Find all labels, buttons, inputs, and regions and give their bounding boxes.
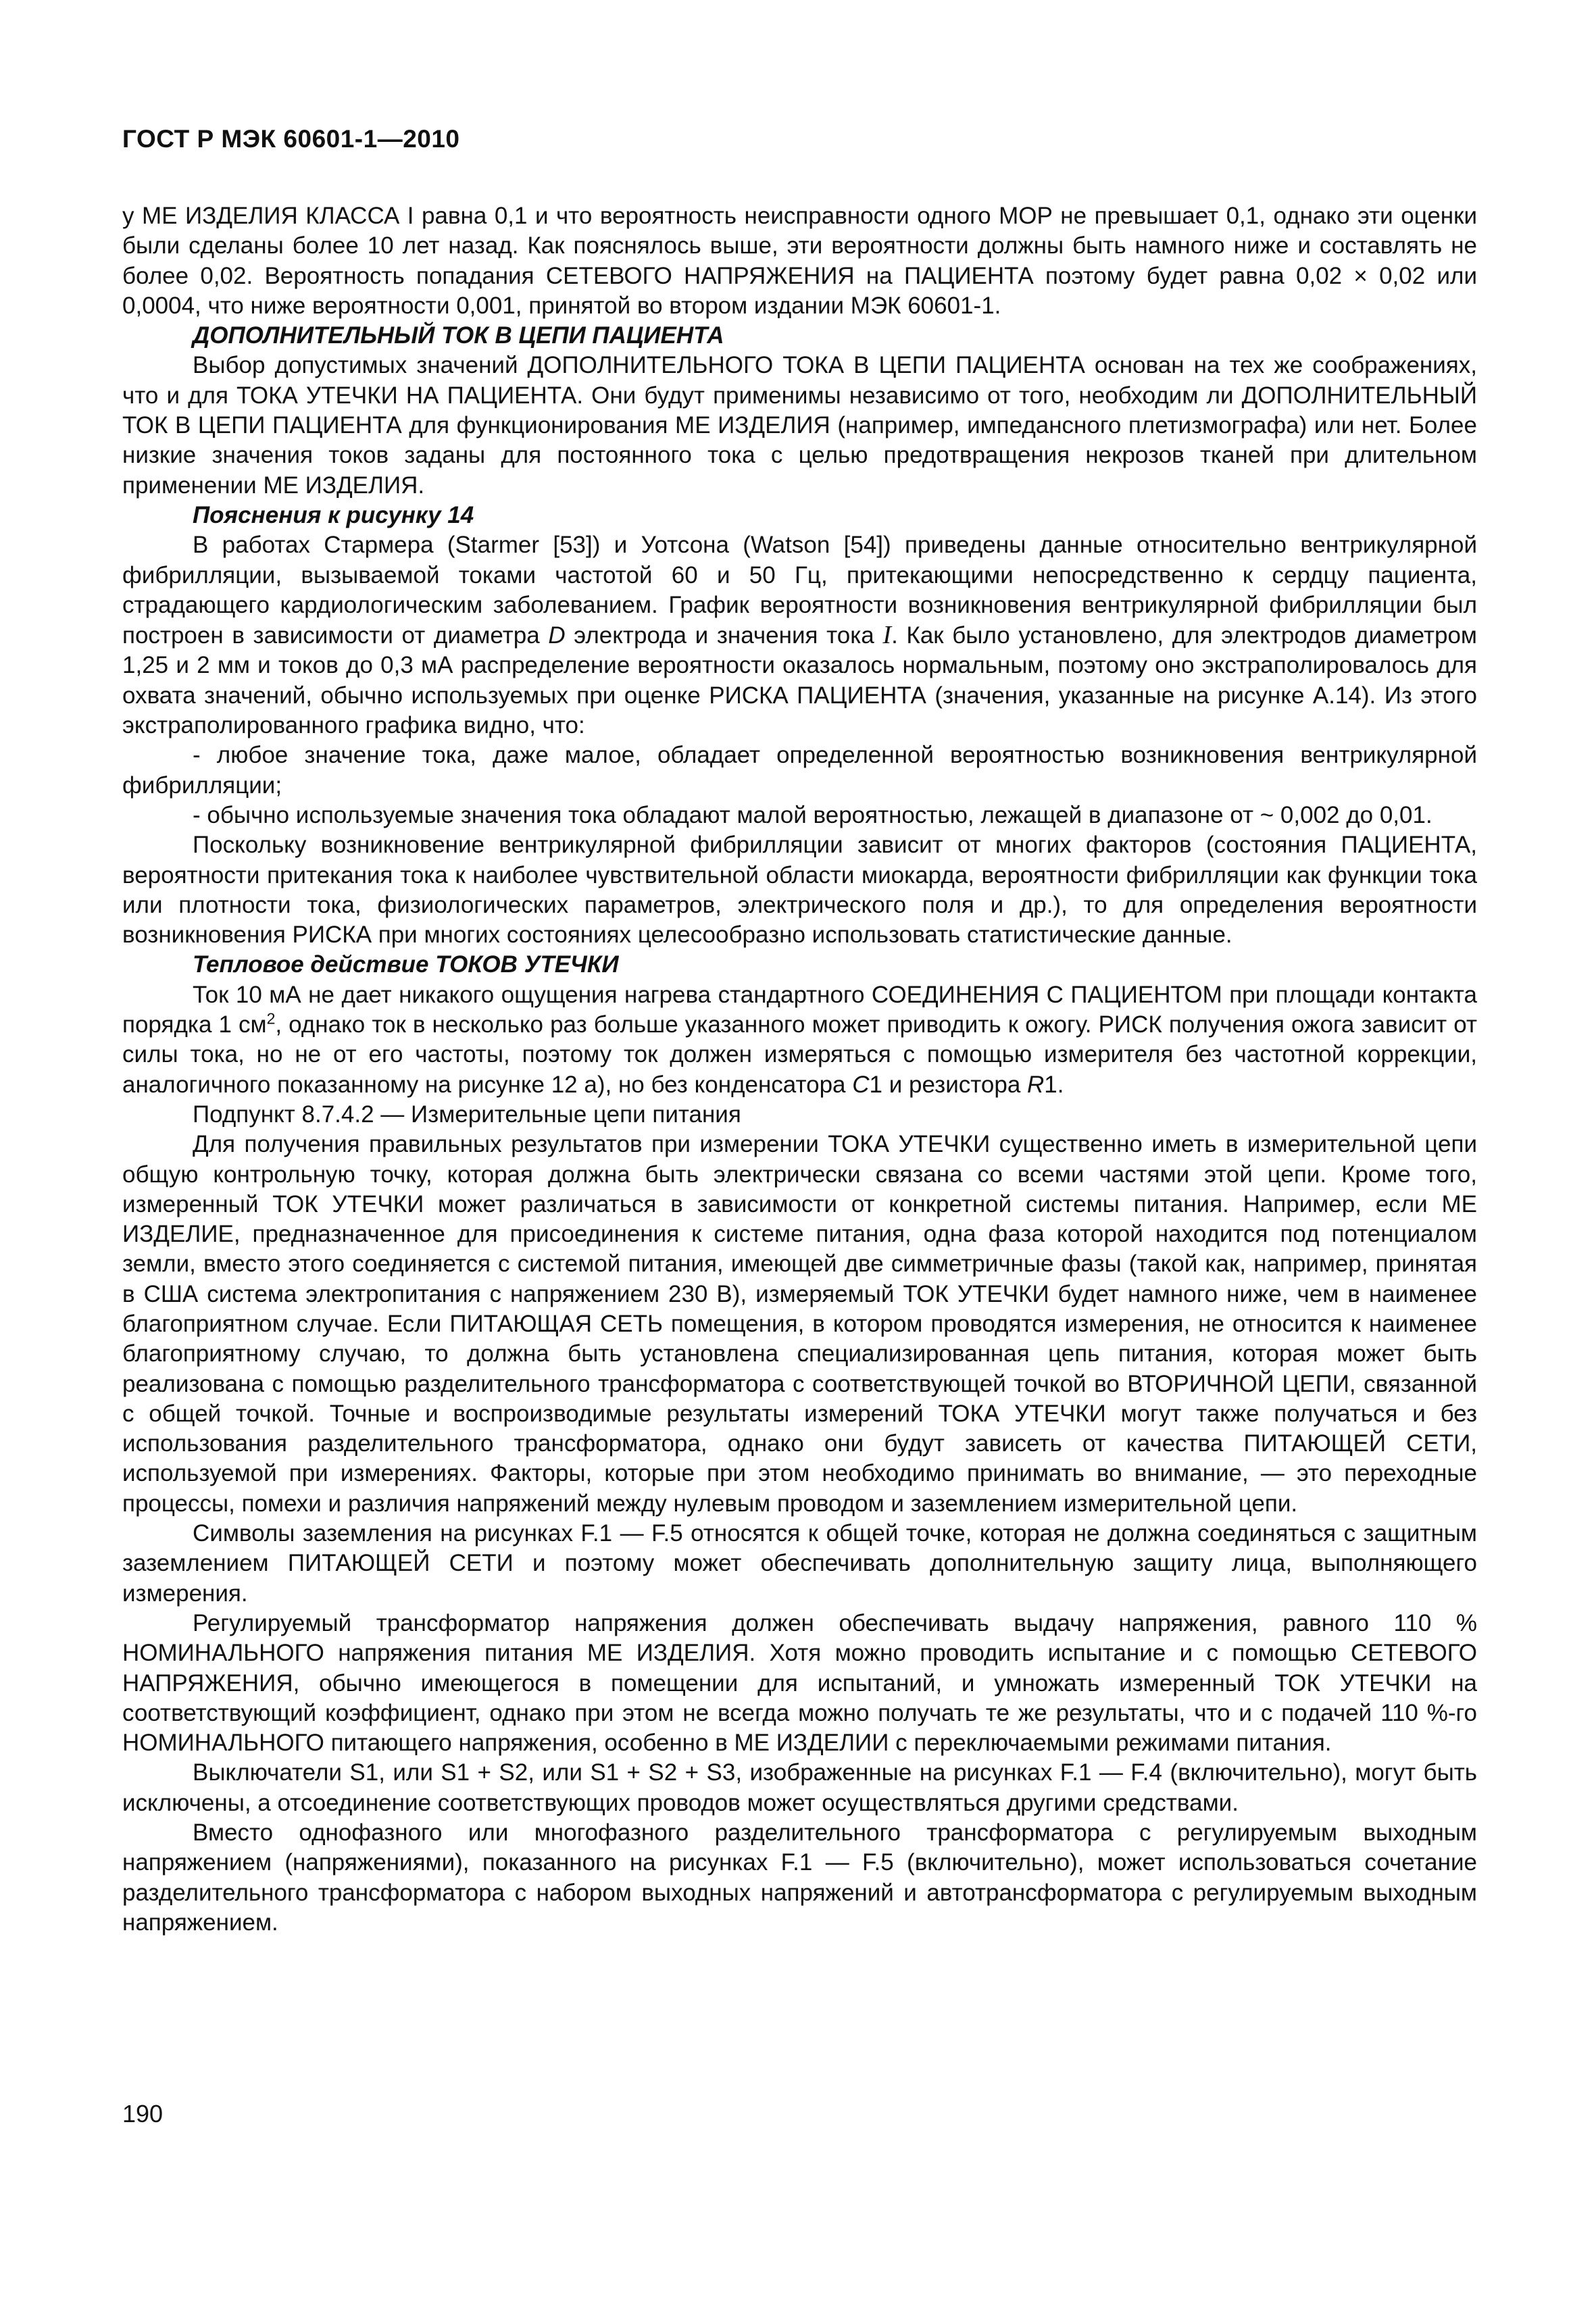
capacitor-symbol: С — [852, 1071, 870, 1098]
list-item: - обычно используемые значения тока обладают малой вероятностью, лежащей в диапазоне от ~ 0,002 до 0,01. — [193, 801, 1432, 828]
paragraph — [122, 530, 1477, 740]
paragraph: Регулируемый трансформатор напряжения должен обеспечивать выдачу напряжения, равного 110 % НОМИНАЛЬНОГО напряжения питания МЕ ИЗДЕЛИЯ. Хотя можно проводить испытание и с помощью СЕТЕВОГО НАПРЯЖЕНИЯ, обычно имеющегося в помещении для испытаний, и умножать измеренный ТОК УТЕЧКИ на соответствующий коэффициент, однако при этом не всегда можно получать те же результаты, что и с подачей 110 %-го НОМИНАЛЬНОГО питающего напряжения, особенно в МЕ ИЗДЕЛИИ с переключаемыми режимами питания. — [122, 1609, 1477, 1757]
subheading: Тепловое действие ТОКОВ УТЕЧКИ — [193, 951, 619, 978]
resistor-symbol: R — [1027, 1071, 1045, 1098]
paragraph: Выбор допустимых значений ДОПОЛНИТЕЛЬНОГО ТОКА В ЦЕПИ ПАЦИЕНТА основан на тех же соображениях, что и для ТОКА УТЕЧКИ НА ПАЦИЕНТА. Они будут применимы независимо от того, необходим ли ДОПОЛНИТЕЛЬНЫЙ ТОК В ЦЕПИ ПАЦИЕНТА для функционирования МЕ ИЗДЕЛИЯ (например, импедансного плетизмографа) или нет. Более низкие значения токов заданы для постоянного тока с целью предотвращения некрозов тканей при длительном применении МЕ ИЗДЕЛИЯ. — [122, 352, 1477, 499]
list-item: - любое значение тока, даже малое, обладает определенной вероятностью возникновения вентрикулярной фибрилляции; — [122, 742, 1477, 799]
text-run: 1 и резистора — [869, 1071, 1028, 1098]
subclause-title: Подпункт 8.7.4.2 — Измерительные цепи питания — [193, 1101, 741, 1128]
paragraph: Символы заземления на рисунках F.1 — F.5 относятся к общей точке, которая не должна соединяться с защитным заземлением ПИТАЮЩЕЙ СЕТИ и поэтому может обеспечивать дополнительную защиту лица, выполняющего измерения. — [122, 1520, 1477, 1607]
paragraph — [122, 980, 1477, 1100]
text-run: 1. — [1044, 1071, 1064, 1098]
subheading: ДОПОЛНИТЕЛЬНЫЙ ТОК В ЦЕПИ ПАЦИЕНТА — [193, 322, 724, 349]
paragraph: Поскольку возникновение вентрикулярной фибрилляции зависит от многих факторов (состояния ПАЦИЕНТА, вероятности притекания тока к наиболее чувствительной области миокарда, вероятности фибрилляции как функции тока или плотности тока, физиологических параметров, электрического поля и др.), то для определения вероятности возникновения РИСКА при многих состояниях целесообразно использовать статистические данные. — [122, 832, 1477, 949]
text-run: , однако ток в несколько раз больше указанного может приводить к ожогу. РИСК получения ожога зависит от силы тока, но не от его частоты, поэтому ток должен измеряться с помощью измерителя без частотной коррекции, аналогичного показанному на рисунке 12 а), но без конденсатора — [122, 1011, 1478, 1098]
current-symbol: I — [882, 621, 892, 650]
paragraph: у МЕ ИЗДЕЛИЯ КЛАССА I равна 0,1 и что вероятность неисправности одного МОР не превышает 0,1, однако эти оценки были сделаны более 10 лет назад. Как пояснялось выше, эти вероятности должны быть намного ниже и составлять не более 0,02. Вероятность попадания СЕТЕВОГО НАПРЯЖЕНИЯ на ПАЦИЕНТА поэтому будет равна 0,02 × 0,02 или 0,0004, что ниже вероятности 0,001, принятой во втором издании МЭК 60601-1. — [122, 203, 1477, 319]
text-run: Ток 10 мА не дает никакого ощущения нагрева стандартного СОЕДИНЕНИЯ С ПАЦИЕНТОМ при площади контакта порядка 1 см — [122, 981, 1477, 1038]
paragraph: Для получения правильных результатов при измерении ТОКА УТЕЧКИ существенно иметь в измерительной цепи общую контрольную точку, которая должна быть электрически связана со всеми частями этой цепи. Кроме того, измеренный ТОК УТЕЧКИ может различаться в зависимости от конкретной системы питания. Например, если МЕ ИЗДЕЛИЕ, предназначенное для присоединения к системе питания, одна фаза которой находится под потенциалом земли, вместо этого соединяется с системой питания, имеющей две симметричные фазы (такой как, например, принятая в США система электропитания с напряжением 230 В), измеряемый ТОК УТЕЧКИ будет намного ниже, чем в наименее благоприятном случае. Если ПИТАЮЩАЯ СЕТЬ помещения, в котором проводятся измерения, не относится к наименее благоприятному случаю, то должна быть установлена специализированная цепь питания, которая может быть реализована с помощью разделительного трансформатора с соответствующей точкой во ВТОРИЧНОЙ ЦЕПИ, связанной с общей точкой. Точные и воспроизводимые результаты измерений ТОКА УТЕЧКИ могут также получаться и без использования разделительного трансформатора, однако они будут зависеть от качества ПИТАЮЩЕЙ СЕТИ, используемой при измерениях. Факторы, которые при этом необходимо принимать во внимание, — это переходные процессы, помехи и различия напряжений между нулевым проводом и заземлением измерительной цепи. — [122, 1131, 1477, 1517]
document-body — [122, 201, 1477, 1938]
superscript: 2 — [266, 1009, 276, 1028]
text-run: . Как было установлено, для электродов диаметром 1,25 и 2 мм и токов до 0,3 мА распределение вероятности оказалось нормальным, поэтому оно экстраполировалось для охвата значений, обычно используемых при оценке РИСКА ПАЦИЕНТА (значения, указанные на рисунке А.14). Из этого экстраполированного графика видно, что: — [122, 622, 1477, 739]
text-run: В работах Стармера (Starmer [53]) и Уотсона (Watson [54]) приведены данные относительно вентрикулярной фибрилляции, вызываемой токами частотой 60 и 50 Гц, притекающими непосредственно к сердцу пациента, страдающего кардиологическим заболеванием. График вероятности возникновения вентрикулярной фибрилляции был построен в зависимости от диаметра — [122, 532, 1477, 649]
page-number: 190 — [122, 2100, 164, 2128]
paragraph: Выключатели S1, или S1 + S2, или S1 + S2 + S3, изображенные на рисунках F.1 — F.4 (включительно), могут быть исключены, а отсоединение соответствующих проводов может осуществляться другими средствами. — [122, 1759, 1477, 1816]
subheading: Пояснения к рисунку 14 — [193, 501, 474, 528]
paragraph: Вместо однофазного или многофазного разделительного трансформатора с регулируемым выходным напряжением (напряжениями), показанного на рисунках F.1 — F.5 (включительно), может использоваться сочетание разделительного трансформатора с набором выходных напряжений и автотрансформатора с регулируемым выходным напряжением. — [122, 1819, 1477, 1936]
document-header: ГОСТ Р МЭК 60601-1—2010 — [122, 125, 460, 153]
diameter-symbol: D — [548, 622, 566, 649]
text-run: электрода и значения тока — [565, 622, 883, 649]
